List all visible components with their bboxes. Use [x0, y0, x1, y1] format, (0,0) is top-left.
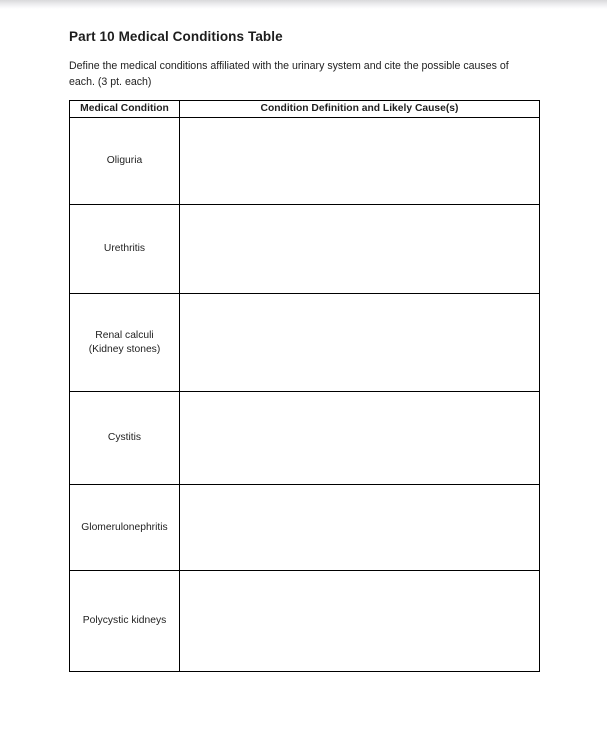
page-title: Part 10 Medical Conditions Table [69, 29, 283, 44]
table-row [70, 571, 540, 672]
cell-definition-answer[interactable] [180, 118, 540, 205]
condition-label-line1: Glomerulonephritis [81, 521, 168, 533]
table-row [70, 485, 540, 571]
column-header-condition-definition: Condition Definition and Likely Cause(s) [180, 101, 540, 118]
condition-label-line2: (Kidney stones) [88, 343, 161, 355]
table-row [70, 118, 540, 205]
table-row [70, 392, 540, 485]
table-body [70, 118, 540, 672]
cell-medical-condition [70, 118, 180, 205]
cell-definition-answer[interactable] [180, 205, 540, 294]
cell-medical-condition [70, 205, 180, 294]
condition-label-line1: Cystitis [107, 432, 142, 444]
viewer-top-band [0, 0, 607, 9]
condition-label-line1: Renal calculi [95, 329, 154, 341]
cell-medical-condition [70, 571, 180, 672]
condition-label-line1: Oliguria [106, 155, 143, 167]
table-header [70, 101, 540, 118]
table-row [70, 294, 540, 392]
cell-definition-answer[interactable] [180, 571, 540, 672]
cell-definition-answer[interactable] [180, 392, 540, 485]
cell-medical-condition [70, 485, 180, 571]
table-header-row [70, 101, 540, 118]
instructions-text: Define the medical conditions affiliated with the urinary system and cite the possible causes of each. (3 pt. each) [69, 60, 509, 89]
cell-medical-condition [70, 294, 180, 392]
table-row [70, 205, 540, 294]
document-page [0, 9, 607, 748]
cell-definition-answer[interactable] [180, 485, 540, 571]
condition-label-line1: Polycystic kidneys [82, 615, 167, 627]
cell-definition-answer[interactable] [180, 294, 540, 392]
condition-label-line1: Urethritis [103, 243, 146, 255]
medical-conditions-table [69, 100, 540, 672]
cell-medical-condition [70, 392, 180, 485]
document-content [69, 29, 538, 672]
column-header-medical-condition: Medical Condition [70, 101, 180, 118]
